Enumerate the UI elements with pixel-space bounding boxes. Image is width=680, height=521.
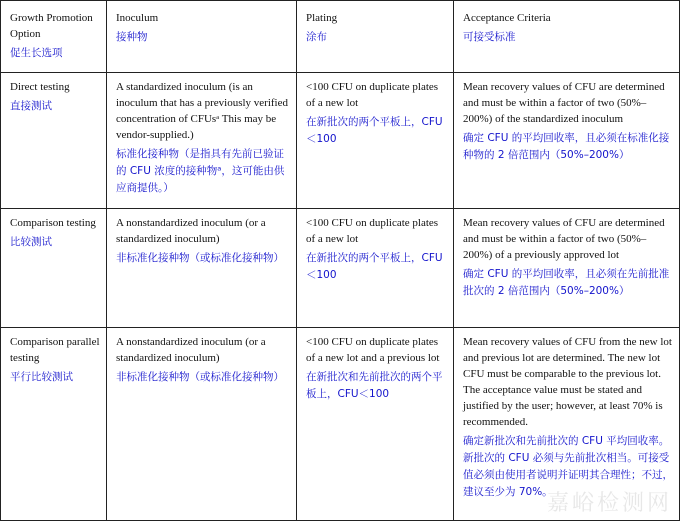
inoculum-en: A nonstandardized inoculum (or a standardized inoculum) — [116, 217, 266, 245]
watermark: 嘉峪检测网 — [546, 491, 672, 516]
inoculum-zh: 非标准化接种物（或标准化接种物） — [116, 252, 284, 264]
option-zh: 直接测试 — [10, 100, 52, 112]
option-cell — [1, 328, 107, 521]
header-plating-zh: 涂布 — [306, 31, 327, 43]
plating-cell — [297, 209, 454, 328]
criteria-zh: 确定 CFU 的平均回收率，且必须在标准化接种物的 2 倍范围内（50%–200%） — [463, 132, 670, 161]
inoculum-cell — [107, 209, 297, 328]
option-zh: 比较测试 — [10, 236, 52, 248]
plating-zh: 在新批次的两个平板上，CFU＜100 — [306, 116, 443, 145]
criteria-en: Mean recovery values of CFU are determined and must be within a factor of two (50%–200%) of the standardized inoculum — [463, 81, 665, 125]
plating-cell — [297, 73, 454, 209]
option-en: Direct testing — [10, 81, 70, 93]
plating-cell — [297, 328, 454, 521]
inoculum-zh: 标准化接种物（是指具有先前已验证的 CFU 浓度的接种物ᵃ，这可能由供应商提供。） — [116, 148, 285, 194]
inoculum-zh: 非标准化接种物（或标准化接种物） — [116, 371, 284, 383]
criteria-cell — [454, 209, 680, 328]
header-cell-criteria — [454, 1, 680, 73]
option-cell — [1, 209, 107, 328]
header-plating-en: Plating — [306, 12, 338, 24]
header-cell-inoculum — [107, 1, 297, 73]
header-cell-plating — [297, 1, 454, 73]
header-inoculum-en: Inoculum — [116, 12, 159, 24]
criteria-zh: 确定新批次和先前批次的 CFU 平均回收率。新批次的 CFU 必须与先前批次相当。可接受值必须由使用者说明并证明其合理性；不过，建议至少为 70%。 — [463, 435, 673, 498]
criteria-en: Mean recovery values of CFU are determined and must be within a factor of two (50%–200%) of a previously approved lot — [463, 217, 665, 261]
plating-en: <100 CFU on duplicate plates of a new lot — [306, 217, 439, 245]
inoculum-cell — [107, 73, 297, 209]
header-option-en: Growth Promotion Option — [10, 12, 93, 40]
plating-en: <100 CFU on duplicate plates of a new lot — [306, 81, 439, 109]
table-header-row — [1, 1, 680, 73]
header-inoculum-zh: 接种物 — [116, 31, 148, 43]
header-option-zh: 促生长选项 — [10, 47, 63, 59]
header-cell-option — [1, 1, 107, 73]
table-row — [1, 209, 680, 328]
criteria-zh: 确定 CFU 的平均回收率，且必须在先前批准批次的 2 倍范围内（50%–200%） — [463, 268, 670, 297]
inoculum-cell — [107, 328, 297, 521]
plating-en: <100 CFU on duplicate plates of a new lot and a previous lot — [306, 336, 440, 364]
criteria-en: Mean recovery values of CFU from the new lot and previous lot are determined. The new lot CFU must be comparable to the previous lot. The acceptance value must be stated and justified by the user; however, at least 70% is recommended. — [463, 336, 672, 428]
option-en: Comparison testing — [10, 217, 96, 229]
plating-zh: 在新批次的两个平板上，CFU＜100 — [306, 252, 443, 281]
header-criteria-en: Acceptance Criteria — [463, 12, 551, 24]
inoculum-en: A standardized inoculum (is an inoculum that has a previously verified concentration of CFUsᵃ This may be vendor-supplied.) — [116, 81, 288, 141]
option-en: Comparison parallel testing — [10, 336, 100, 364]
option-zh: 平行比较测试 — [10, 371, 73, 383]
inoculum-en: A nonstandardized inoculum (or a standardized inoculum) — [116, 336, 266, 364]
header-criteria-zh: 可接受标准 — [463, 31, 516, 43]
option-cell — [1, 73, 107, 209]
criteria-cell — [454, 73, 680, 209]
plating-zh: 在新批次和先前批次的两个平板上，CFU＜100 — [306, 371, 443, 400]
table-row — [1, 73, 680, 209]
